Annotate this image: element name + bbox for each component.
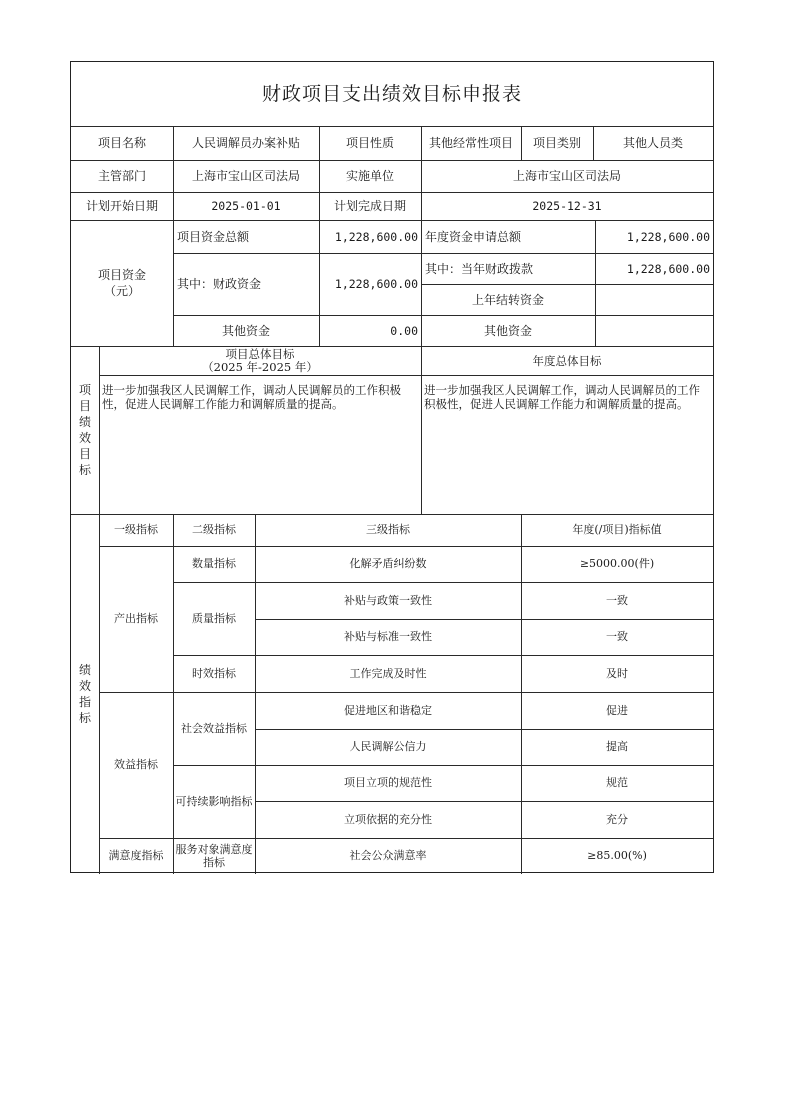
project-name-value: 人民调解员办案补贴 xyxy=(191,136,300,150)
start-date-value: 2025-01-01 xyxy=(211,199,281,213)
level2-sustainable: 可持续影响指标 xyxy=(175,794,253,808)
overall-goal-title: 项目总体目标 xyxy=(225,346,295,361)
header-level2: 二级指标 xyxy=(192,523,236,536)
header-value: 年度(/项目)指标值 xyxy=(572,523,662,536)
indicator-name: 人民调解公信力 xyxy=(349,740,427,753)
indicator-name: 工作完成及时性 xyxy=(349,666,427,680)
level2-service-satisfaction xyxy=(173,838,255,874)
end-date-label: 计划完成日期 xyxy=(333,199,406,213)
level2-service-satisfaction-line1: 服务对象满意度 xyxy=(175,843,253,856)
impl-unit-label: 实施单位 xyxy=(345,169,394,183)
indicators-side-char: 绩 xyxy=(78,663,91,677)
overall-goal-header xyxy=(99,346,421,375)
other-funds-value-right xyxy=(595,315,713,346)
indicator-value: 一致 xyxy=(606,593,628,607)
indicator-name: 化解矛盾纠纷数 xyxy=(349,557,427,570)
level1-satisfaction: 满意度指标 xyxy=(108,849,164,862)
indicators-side-char: 效 xyxy=(78,679,91,693)
goals-side-char: 目 xyxy=(78,447,91,461)
rule xyxy=(99,375,713,376)
goals-side-char: 项 xyxy=(78,383,91,397)
header-level1: 一级指标 xyxy=(114,523,158,536)
indicator-value: ≥5000.00(件) xyxy=(579,557,655,570)
indicator-value: 促进 xyxy=(606,703,628,717)
indicators-side-label xyxy=(71,514,99,874)
form-title: 财政项目支出绩效目标申报表 xyxy=(261,83,522,105)
annual-goal-title: 年度总体目标 xyxy=(532,353,602,368)
current-year-funds-label: 其中：当年财政拨款 xyxy=(425,261,534,276)
overall-goal-text: 进一步加强我区人民调解工作，调动人民调解员的工作积极性，促进人民调解工作能力和调解质量的提高。 xyxy=(102,383,401,411)
dept-label: 主管部门 xyxy=(97,169,146,183)
level2-quantity: 数量指标 xyxy=(192,557,236,570)
indicator-name: 促进地区和谐稳定 xyxy=(344,703,432,717)
indicators-side-char: 标 xyxy=(78,711,91,725)
header-level3: 三级指标 xyxy=(366,523,410,536)
start-date-label: 计划开始日期 xyxy=(85,199,158,213)
carryover-funds-label: 上年结转资金 xyxy=(471,292,544,307)
indicator-name: 社会公众满意率 xyxy=(349,849,427,862)
other-funds-value: 0.00 xyxy=(390,323,418,338)
level2-timeliness: 时效指标 xyxy=(192,666,236,680)
indicators-side-char: 指 xyxy=(78,695,91,709)
indicator-name: 项目立项的规范性 xyxy=(344,776,432,789)
performance-form-table xyxy=(70,61,714,873)
level2-quality: 质量指标 xyxy=(192,611,236,625)
end-date-value: 2025-12-31 xyxy=(532,199,602,213)
other-funds-label: 其他资金 xyxy=(221,323,270,338)
indicator-value: 及时 xyxy=(606,666,628,680)
fiscal-funds-label: 其中：财政资金 xyxy=(177,277,262,291)
other-funds-label-right: 其他资金 xyxy=(483,323,532,338)
level1-benefit: 效益指标 xyxy=(114,758,158,771)
project-nature-value: 其他经常性项目 xyxy=(428,136,513,150)
annual-goal-text: 进一步加强我区人民调解工作，调动人民调解员的工作积极性，促进人民调解工作能力和调解质量的提高。 xyxy=(424,383,700,411)
funds-label-line1: 项目资金 xyxy=(97,268,146,282)
project-nature-label: 项目性质 xyxy=(345,136,394,150)
indicator-value: 一致 xyxy=(606,630,628,643)
current-year-funds-value: 1,228,600.00 xyxy=(626,261,710,276)
level2-social-benefit: 社会效益指标 xyxy=(181,721,247,735)
indicator-name: 补贴与标准一致性 xyxy=(344,630,432,643)
project-name-label: 项目名称 xyxy=(97,136,146,150)
annual-funds-value: 1,228,600.00 xyxy=(626,229,710,244)
goals-side-label xyxy=(71,346,99,514)
funds-label xyxy=(71,220,173,346)
indicator-value: 充分 xyxy=(606,812,628,826)
goals-side-char: 效 xyxy=(78,431,91,445)
indicator-value: 规范 xyxy=(606,776,628,789)
indicator-value: ≥85.00(%) xyxy=(587,849,647,862)
goals-side-char: 目 xyxy=(78,399,91,413)
annual-funds-label: 年度资金申请总额 xyxy=(425,229,522,244)
indicator-name: 立项依据的充分性 xyxy=(344,812,432,826)
goals-side-char: 标 xyxy=(78,463,91,477)
fiscal-funds-value: 1,228,600.00 xyxy=(334,277,418,291)
level2-service-satisfaction-line2: 指标 xyxy=(203,856,225,869)
total-funds-label: 项目资金总额 xyxy=(177,229,250,244)
goals-side-char: 绩 xyxy=(78,415,91,429)
level1-output: 产出指标 xyxy=(114,612,158,625)
project-category-value: 其他人员类 xyxy=(622,136,683,150)
indicator-name: 补贴与政策一致性 xyxy=(344,593,432,607)
carryover-funds-value xyxy=(595,284,713,315)
indicator-value: 提高 xyxy=(606,740,628,753)
total-funds-value: 1,228,600.00 xyxy=(334,229,418,244)
dept-value: 上海市宝山区司法局 xyxy=(191,169,300,183)
overall-goal-period: （2025 年-2025 年） xyxy=(202,359,318,374)
impl-unit-value: 上海市宝山区司法局 xyxy=(512,169,621,183)
project-category-label: 项目类别 xyxy=(532,136,581,150)
funds-label-line2: （元） xyxy=(103,284,140,298)
